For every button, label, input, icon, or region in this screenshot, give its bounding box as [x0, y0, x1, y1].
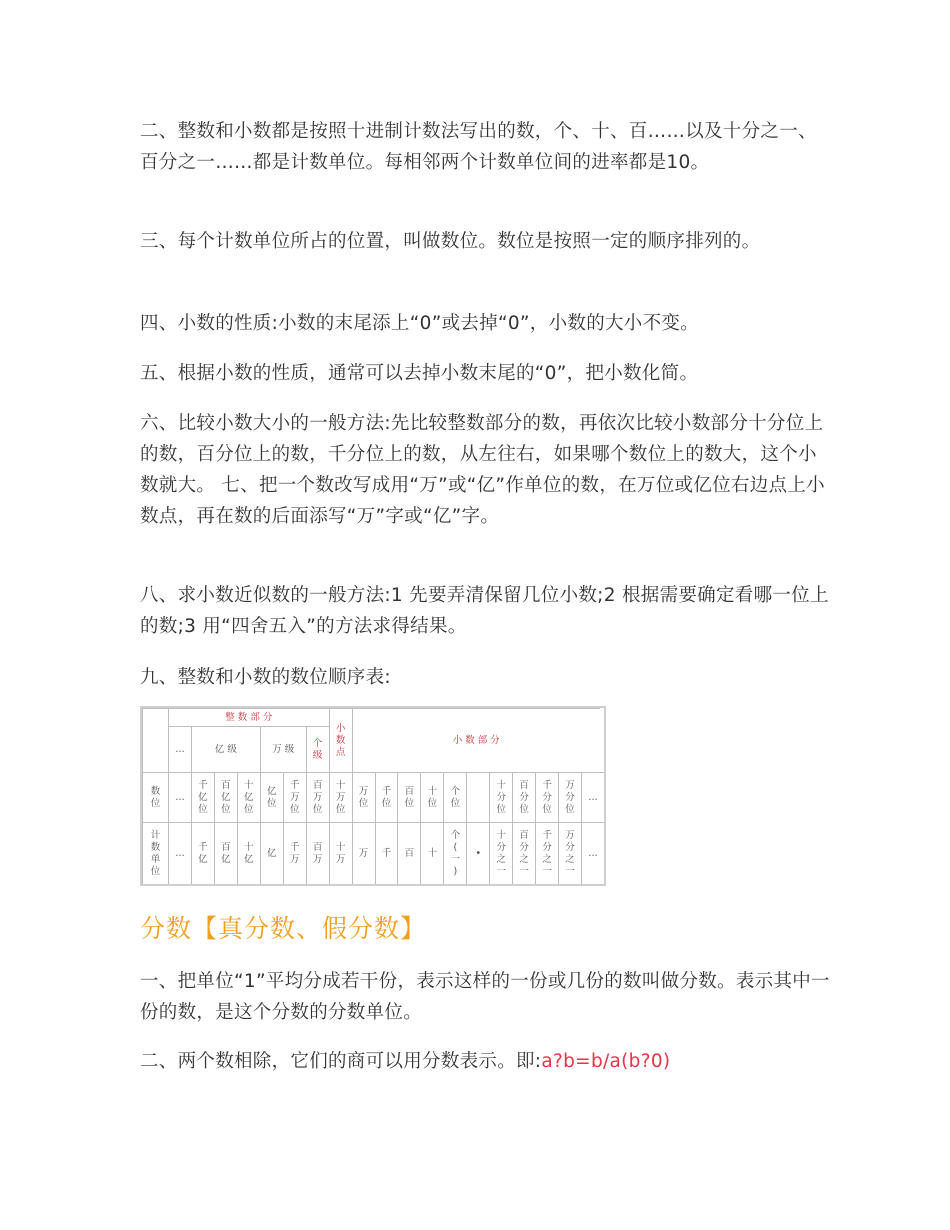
table-level-ellipsis: …	[168, 726, 191, 772]
table-place-cell: 十 分 位	[489, 772, 512, 822]
paragraph-place-definition: 三、每个计数单位所占的位置，叫做数位。数位是按照一定的顺序排列的。	[140, 231, 761, 252]
table-header-point: 小 数 点	[329, 708, 352, 772]
table-corner-cell	[142, 708, 168, 772]
table-level-wan: 万 级	[260, 726, 306, 772]
table-place-cell: 百 万 位	[306, 772, 329, 822]
paragraph-fraction-division	[140, 1046, 830, 1077]
table-unit-cell: 百 万	[306, 822, 329, 884]
table-place-cell: 百 分 位	[512, 772, 535, 822]
paragraph-decimal-system: 二、整数和小数都是按照十进制计数法写出的数，个、十、百……以及十分之一、百分之一……都是计数单位。每相邻两个计数单位间的进率都是10。	[140, 121, 817, 173]
paragraph-place-table-intro: 九、整数和小数的数位顺序表:	[140, 667, 391, 688]
table-place-cell: 亿 位	[260, 772, 283, 822]
table-unit-cell: 千 亿	[191, 822, 214, 884]
paragraph-decimal-property: 四、小数的性质:小数的末尾添上“0”或去掉“0”，小数的大小不变。	[140, 313, 700, 334]
section-heading-fractions: 分数【真分数、假分数】	[140, 914, 427, 943]
table-level-ge: 个 级	[306, 726, 329, 772]
table-unit-cell: 千 万	[283, 822, 306, 884]
paragraph-simplify-decimal: 五、根据小数的性质，通常可以去掉小数末尾的“0”，把小数化简。	[140, 363, 699, 384]
table-unit-cell: 亿	[260, 822, 283, 884]
paragraph-compare-decimals: 六、比较小数大小的一般方法:先比较整数部分的数，再依次比较小数部分十分位上的数，百分位上的数，千分位上的数，从左往右，如果哪个数位上的数大，这个小数就大。 七、把一个数改写成用“万”或“亿”作单位的数，在万位或亿位右边点上小数点，再在数的后面添写“万”字或“亿”字。	[140, 413, 825, 527]
table-unit-cell: 十 万	[329, 822, 352, 884]
table-place-cell: 十 位	[420, 772, 443, 822]
table-unit-cell: 十	[420, 822, 443, 884]
table-place-cell: 十 亿 位	[237, 772, 260, 822]
table-place-cell: 千 万 位	[283, 772, 306, 822]
place-value-table-image	[140, 706, 606, 886]
table-unit-cell: 千	[375, 822, 398, 884]
table-unit-cell: …	[581, 822, 604, 884]
table-unit-cell: 百 分 之 一	[512, 822, 535, 884]
fraction-formula: a?b=b/a(b?0)	[541, 1051, 671, 1072]
table-row-label-unit: 计 数 单 位	[142, 822, 168, 884]
table-unit-cell: •	[466, 822, 489, 884]
table-row-label-place: 数 位	[142, 772, 168, 822]
table-place-cell: 百 亿 位	[214, 772, 237, 822]
table-unit-cell: 百 亿	[214, 822, 237, 884]
table-unit-cell: 十 亿	[237, 822, 260, 884]
table-place-cell: 千 分 位	[535, 772, 558, 822]
table-place-cell	[466, 772, 489, 822]
table-place-cell: 万 位	[352, 772, 375, 822]
table-place-cell: 十 万 位	[329, 772, 352, 822]
table-place-cell: 百 位	[397, 772, 420, 822]
table-place-cell: …	[168, 772, 191, 822]
table-unit-cell: 百	[397, 822, 420, 884]
table-place-cell: 个 位	[443, 772, 466, 822]
table-unit-cell: 万 分 之 一	[558, 822, 581, 884]
table-header-integer: 整 数 部 分	[168, 708, 329, 726]
place-value-table	[142, 708, 604, 884]
table-unit-cell: …	[168, 822, 191, 884]
table-unit-cell: 十 分 之 一	[489, 822, 512, 884]
table-header-decimal: 小 数 部 分	[352, 708, 600, 772]
table-place-cell: 万 分 位	[558, 772, 581, 822]
paragraph-approximation: 八、求小数近似数的一般方法:1 先要弄清保留几位小数;2 根据需要确定看哪一位上的数;3 用“四舍五入”的方法求得结果。	[140, 585, 829, 637]
table-unit-cell: 万	[352, 822, 375, 884]
table-place-cell: 千 亿 位	[191, 772, 214, 822]
table-level-yi: 亿 级	[191, 726, 260, 772]
table-place-cell: 千 位	[375, 772, 398, 822]
paragraph-fraction-definition: 一、把单位“1”平均分成若干份，表示这样的一份或几份的数叫做分数。表示其中一份的数，是这个分数的分数单位。	[140, 971, 830, 1023]
table-unit-cell: 个 ( 一 )	[443, 822, 466, 884]
fraction-division-text: 二、两个数相除，它们的商可以用分数表示。即:	[140, 1051, 542, 1072]
table-unit-cell: 千 分 之 一	[535, 822, 558, 884]
table-place-cell: …	[581, 772, 604, 822]
